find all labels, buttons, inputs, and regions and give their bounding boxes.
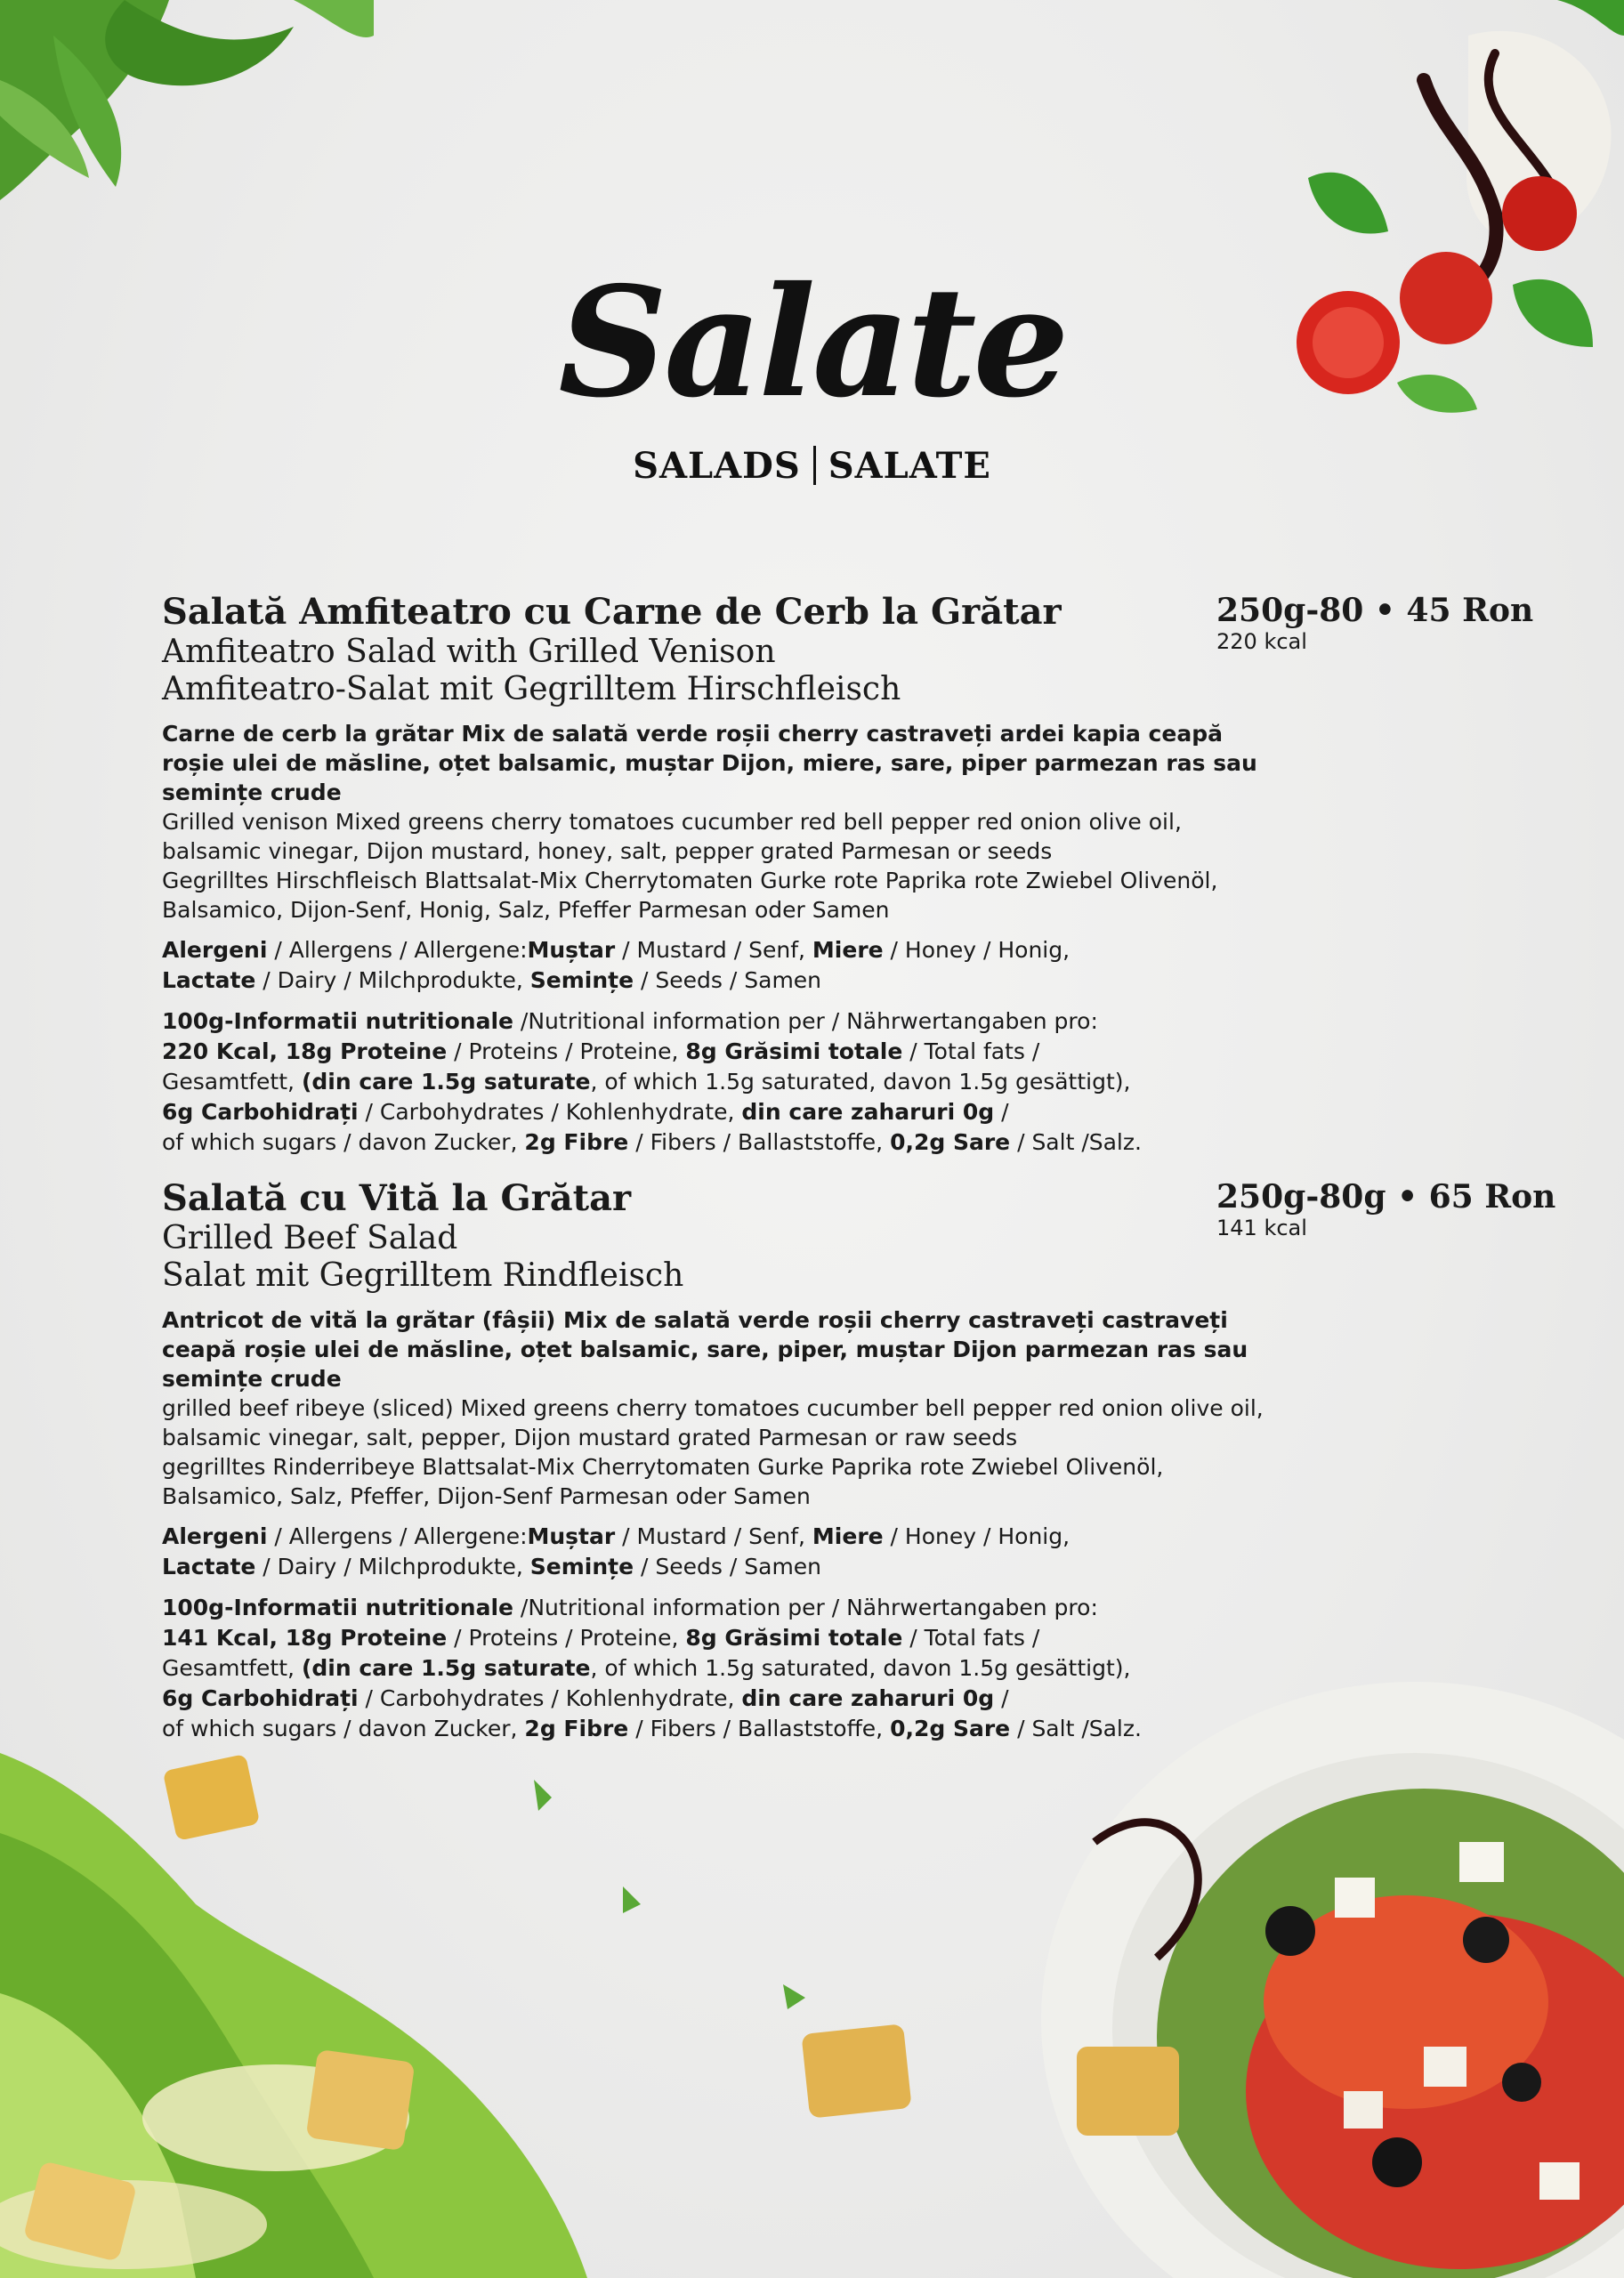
nutrition-fibre-rest: / Fibers / Ballaststoffe, xyxy=(628,1129,891,1155)
item-price-box xyxy=(1216,1177,1555,1240)
menu-item-venison-salad xyxy=(162,591,1550,1158)
item-price: 250g-80g • 65 Ron xyxy=(1216,1178,1556,1216)
item-description xyxy=(162,1305,1265,1511)
nutrition-carbs: 6g Carbohidrați xyxy=(162,1685,359,1711)
nutrition-sugar: din care zaharuri 0g xyxy=(741,1099,995,1125)
nutrition-label-rest: /Nutritional information per / Nährwertangaben pro: xyxy=(513,1595,1098,1620)
nutrition-sugar: din care zaharuri 0g xyxy=(741,1685,995,1711)
allergen-seeds-rest: / Seeds / Samen xyxy=(634,1554,822,1579)
description-en: grilled beef ribeye (sliced) Mixed greens cherry tomatoes cucumber bell pepper red onion olive oil, balsamic vinegar, salt, pepper, Dijon mustard grated Parmesan or raw seeds xyxy=(162,1395,1264,1450)
allergens-label-rest: / Allergens / Allergene: xyxy=(267,937,528,963)
allergen-mustard: Muștar xyxy=(527,937,616,963)
allergen-dairy-rest: / Dairy / Milchprodukte, xyxy=(255,1554,530,1579)
nutrition-salt: 0,2g Sare xyxy=(890,1716,1011,1741)
allergen-honey: Miere xyxy=(812,937,884,963)
nutrition-carbs-rest: / Carbohydrates / Kohlenhydrate, xyxy=(358,1685,742,1711)
nutrition-sugar-en: of which sugars / davon Zucker, xyxy=(162,1129,525,1155)
description-de: gegrilltes Rinderribeye Blattsalat-Mix Cherrytomaten Gurke Paprika rote Zwiebel Olivenöl, Balsamico, Salz, Pfeffer, Dijon-Senf Parmesan oder Samen xyxy=(162,1454,1164,1509)
subtitle-de: SALATE xyxy=(828,445,991,487)
page-subtitle xyxy=(0,445,1624,487)
allergen-seeds: Semințe xyxy=(529,967,634,993)
allergen-seeds-rest: / Seeds / Samen xyxy=(634,967,822,993)
nutrition-saturated: (din care 1.5g saturate xyxy=(301,1069,591,1095)
allergen-dairy: Lactate xyxy=(162,967,256,993)
nutrition-saturated: (din care 1.5g saturate xyxy=(301,1655,591,1681)
allergen-dairy: Lactate xyxy=(162,1554,256,1579)
item-name-ro: Salată Amfiteatro cu Carne de Cerb la Grătar xyxy=(162,591,1062,633)
nutrition-kcal-protein: 220 Kcal, 18g Proteine xyxy=(162,1038,448,1064)
nutrition-sugar-rest: / xyxy=(994,1099,1009,1125)
allergen-mustard-rest: / Mustard / Senf, xyxy=(615,937,812,963)
nutrition-sugar-en: of which sugars / davon Zucker, xyxy=(162,1716,525,1741)
nutrition-carbs: 6g Carbohidrați xyxy=(162,1099,359,1125)
nutrition-info xyxy=(162,1593,1265,1744)
nutrition-fat-rest: / Total fats / xyxy=(902,1625,1040,1651)
nutrition-label-rest: /Nutritional information per / Nährwertangaben pro: xyxy=(513,1008,1098,1034)
nutrition-fibre: 2g Fibre xyxy=(524,1716,629,1741)
nutrition-label: 100g-Informatii nutritionale xyxy=(162,1008,513,1034)
menu-item-beef-salad xyxy=(162,1177,1556,1744)
allergens-info xyxy=(162,935,1265,996)
nutrition-label: 100g-Informatii nutritionale xyxy=(162,1595,513,1620)
allergen-honey-rest: / Honey / Honig, xyxy=(883,1523,1071,1549)
description-en: Grilled venison Mixed greens cherry tomatoes cucumber red bell pepper red onion olive oil, balsamic vinegar, Dijon mustard, honey, salt, pepper grated Parmesan or seeds xyxy=(162,809,1182,864)
allergens-info xyxy=(162,1522,1265,1582)
nutrition-saturated-rest: , of which 1.5g saturated, davon 1.5g gesättigt), xyxy=(590,1655,1131,1681)
allergen-mustard: Muștar xyxy=(527,1523,616,1549)
allergen-dairy-rest: / Dairy / Milchprodukte, xyxy=(255,967,530,993)
allergens-label: Alergeni xyxy=(162,937,268,963)
nutrition-fat-de: Gesamtfett, xyxy=(162,1069,302,1095)
nutrition-salt-rest: / Salt /Salz. xyxy=(1010,1129,1142,1155)
item-description xyxy=(162,719,1265,925)
nutrition-fibre-rest: / Fibers / Ballaststoffe, xyxy=(628,1716,891,1741)
item-price-box xyxy=(1216,591,1533,653)
description-ro: Antricot de vită la grătar (fâșii) Mix de salată verde roșii cherry castraveți castraveți ceapă roșie ulei de măsline, oțet balsamic, sare, piper, muștar Dijon parmezan ras sau semințe crude xyxy=(162,1307,1248,1392)
nutrition-salt-rest: / Salt /Salz. xyxy=(1010,1716,1142,1741)
item-name-de: Amfiteatro-Salat mit Gegrilltem Hirschfleisch xyxy=(162,671,901,707)
item-kcal: 141 kcal xyxy=(1216,1216,1307,1240)
nutrition-protein-rest: / Proteins / Proteine, xyxy=(447,1038,686,1064)
nutrition-salt: 0,2g Sare xyxy=(890,1129,1011,1155)
nutrition-fat-de: Gesamtfett, xyxy=(162,1655,302,1681)
item-name-de: Salat mit Gegrilltem Rindfleisch xyxy=(162,1257,684,1294)
description-de: Gegrilltes Hirschfleisch Blattsalat-Mix Cherrytomaten Gurke rote Paprika rote Zwiebel Olivenöl, Balsamico, Dijon-Senf, Honig, Salz, Pfeffer Parmesan oder Samen xyxy=(162,868,1218,923)
allergens-label-rest: / Allergens / Allergene: xyxy=(267,1523,528,1549)
item-kcal: 220 kcal xyxy=(1216,629,1307,654)
item-price: 250g-80 • 45 Ron xyxy=(1216,592,1534,629)
nutrition-saturated-rest: , of which 1.5g saturated, davon 1.5g gesättigt), xyxy=(590,1069,1131,1095)
greek-salad-plate-image xyxy=(1041,1664,1624,2278)
item-name-en: Amfiteatro Salad with Grilled Venison xyxy=(162,634,776,670)
nutrition-fibre: 2g Fibre xyxy=(524,1129,629,1155)
lettuce-croutons-image xyxy=(0,1726,1068,2278)
subtitle-divider xyxy=(813,446,816,485)
allergen-honey-rest: / Honey / Honig, xyxy=(883,937,1071,963)
nutrition-protein-rest: / Proteins / Proteine, xyxy=(447,1625,686,1651)
nutrition-fat-rest: / Total fats / xyxy=(902,1038,1040,1064)
nutrition-sugar-rest: / xyxy=(994,1685,1009,1711)
nutrition-carbs-rest: / Carbohydrates / Kohlenhydrate, xyxy=(358,1099,742,1125)
page-title: Salate xyxy=(558,254,1066,432)
nutrition-info xyxy=(162,1006,1265,1158)
allergens-label: Alergeni xyxy=(162,1523,268,1549)
arugula-leaves-image xyxy=(0,0,374,205)
nutrition-fat: 8g Grăsimi totale xyxy=(685,1038,903,1064)
nutrition-kcal-protein: 141 Kcal, 18g Proteine xyxy=(162,1625,448,1651)
allergen-honey: Miere xyxy=(812,1523,884,1549)
description-ro: Carne de cerb la grătar Mix de salată verde roșii cherry castraveți ardei kapia ceapă roșie ulei de măsline, oțet balsamic, muștar Dijon, miere, sare, piper parmezan ras sau semințe crude xyxy=(162,721,1257,805)
item-name-en: Grilled Beef Salad xyxy=(162,1220,458,1256)
allergen-mustard-rest: / Mustard / Senf, xyxy=(615,1523,812,1549)
subtitle-en: SALADS xyxy=(633,445,801,487)
item-name-ro: Salată cu Vită la Grătar xyxy=(162,1177,632,1219)
nutrition-fat: 8g Grăsimi totale xyxy=(685,1625,903,1651)
allergen-seeds: Semințe xyxy=(529,1554,634,1579)
